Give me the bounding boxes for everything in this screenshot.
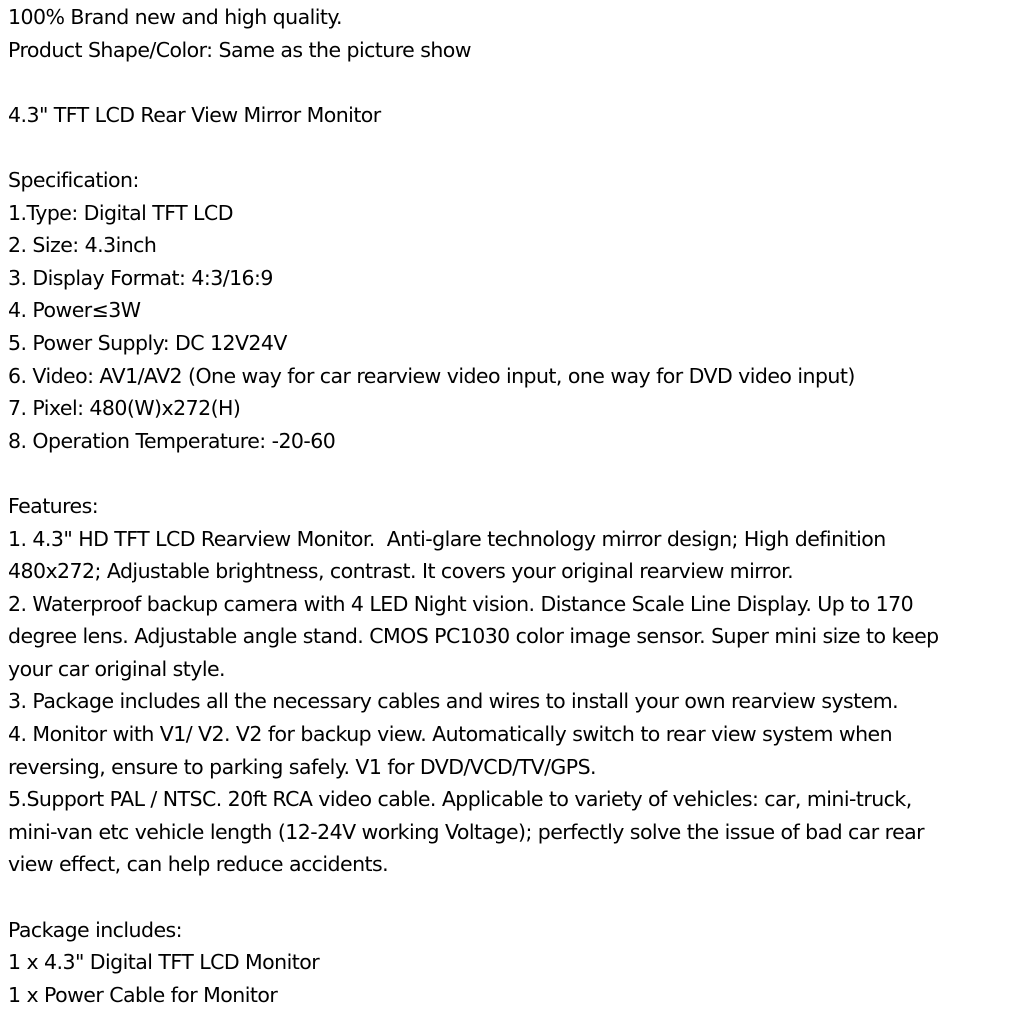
features-line: 2. Waterproof backup camera with 4 LED Night vision. Distance Scale Line Display. Up to 170 [8,591,914,616]
blank-line [8,65,1016,98]
package-item: 1 x Power Cable for Monitor [8,982,278,1007]
specification-item: 1.Type: Digital TFT LCD [8,200,233,225]
intro-quality-line: 100% Brand new and high quality. [8,5,343,29]
features-line: 4. Monitor with V1/ V2. V2 for backup view. Automatically switch to rear view system when [8,722,893,747]
specification-item: 5. Power Supply: DC 12V24V [8,330,287,355]
features-line: degree lens. Adjustable angle stand. CMOS PC1030 color image sensor. Super mini size to keep [8,624,939,649]
specification-item: 4. Power≤3W [8,298,141,323]
specification-item: 3. Display Format: 4:3/16:9 [8,265,273,290]
features-line: 5.Support PAL / NTSC. 20ft RCA video cable. Applicable to variety of vehicles: car, mini-truck, [8,787,912,812]
features-line: view effect, can help reduce accidents. [8,852,389,877]
product-title: 4.3" TFT LCD Rear View Mirror Monitor [8,102,381,127]
specification-item: 6. Video: AV1/AV2 (One way for car rearview video input, one way for DVD video input) [8,363,855,388]
specification-heading: Specification: [8,167,139,192]
features-line: 480x272; Adjustable brightness, contrast. It covers your original rearview mirror. [8,559,794,584]
blank-line [8,880,1016,913]
package-item: 1 x 4.3" Digital TFT LCD Monitor [8,950,320,975]
package-heading: Package includes: [8,917,182,942]
features-line: 3. Package includes all the necessary cables and wires to install your own rearview system. [8,689,899,714]
features-line: reversing, ensure to parking safely. V1 for DVD/VCD/TV/GPS. [8,754,596,779]
features-line: 1. 4.3" HD TFT LCD Rearview Monitor. Anti-glare technology mirror design; High definition [8,526,886,551]
specification-item: 7. Pixel: 480(W)x272(H) [8,396,241,421]
features-heading: Features: [8,493,99,518]
intro-shape-color-line: Product Shape/Color: Same as the picture show [8,37,471,62]
blank-line [8,130,1016,163]
blank-line [8,456,1016,489]
features-line: your car original style. [8,656,226,681]
specification-item: 8. Operation Temperature: -20-60 [8,428,336,453]
features-line: mini-van etc vehicle length (12-24V working Voltage); perfectly solve the issue of bad car rear [8,819,925,844]
specification-item: 2. Size: 4.3inch [8,233,157,258]
